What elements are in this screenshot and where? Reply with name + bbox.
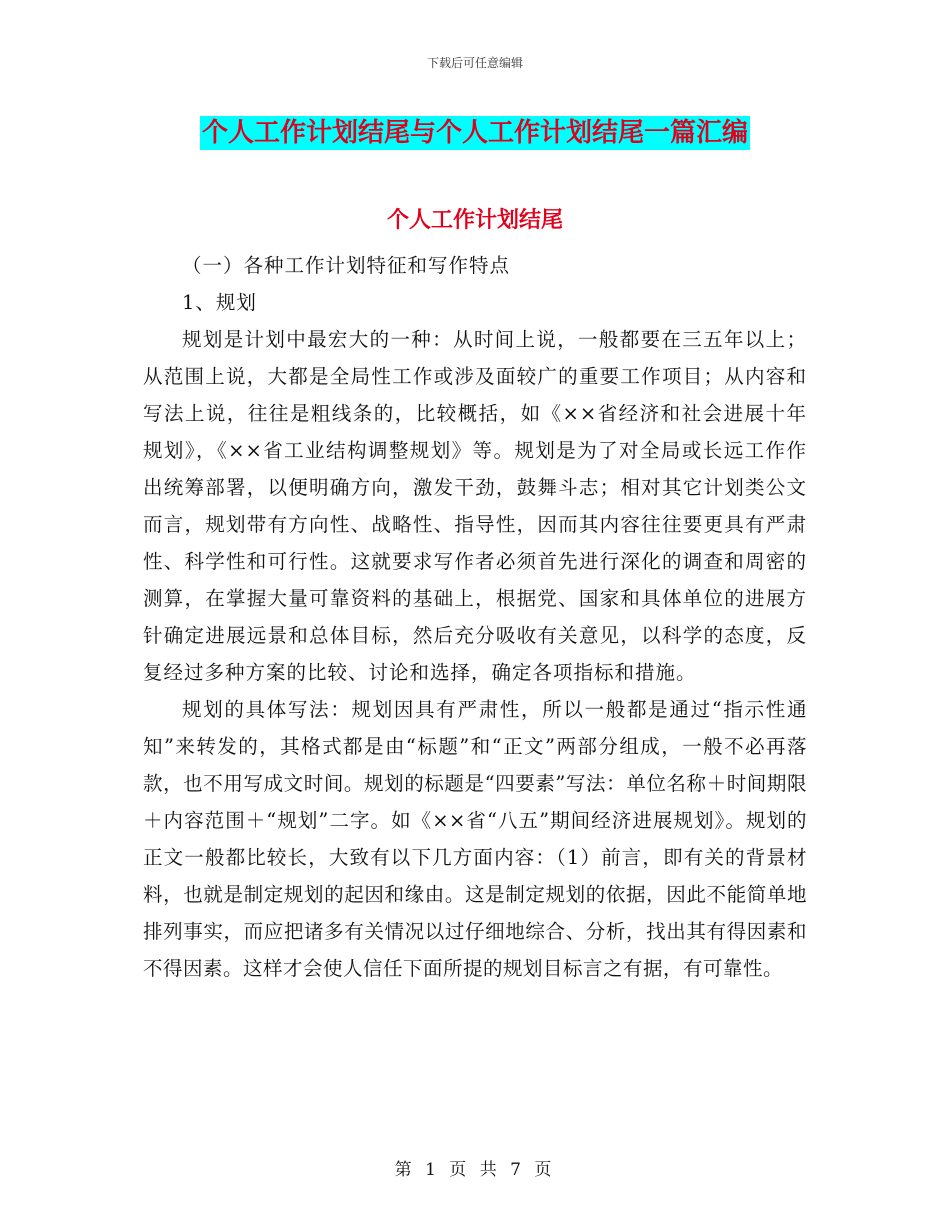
body-text (143, 247, 807, 987)
paragraph-heading-2: 1、规划 (182, 291, 257, 314)
section-title: 个人工作计划结尾 (386, 207, 563, 233)
page-number: 第 1 页 共 7 页 (394, 1160, 556, 1180)
paragraph-planning-writing: 规划的具体写法：规划因具有严肃性，所以一般都是通过“指示性通知”来转发的，其格式都是由“标题”和“正文”两部分组成，一般不必再落款，也不用写成文时间。规划的标题是“四要素”写法：单位名称＋时间期限＋内容范围＋“规划”二字。如《××省“八五”期间经济进展规划》。规划的正文一般都比较长，大致有以下几方面内容：（1）前言，即有关的背景材料，也就是制定规划的起因和缘由。这是制定规划的依据，因此不能简单地排列事实，而应把诸多有关情况以过仔细地综合、分析，找出其有得因素和不得因素。这样才会使人信任下面所提的规划目标言之有据，有可靠性。 (143, 698, 807, 980)
main-title-highlight: 个人工作计划结尾与个人工作计划结尾一篇汇编 (201, 118, 748, 148)
paragraph-heading-1: （一）各种工作计划特征和写作特点 (182, 254, 511, 277)
main-title (0, 112, 950, 149)
header-note: 下载后可任意编辑 (426, 56, 523, 70)
paragraph-planning-overview: 规划是计划中最宏大的一种：从时间上说，一般都要在三五年以上；从范围上说，大都是全局性工作或涉及面较广的重要工作项目；从内容和写法上说，往往是粗线条的，比较概括，如《××省经济和社会进展十年规划》，《××省工业结构调整规划》等。规划是为了对全局或长远工作作出统筹部署，以便明确方向，激发干劲，鼓舞斗志；相对其它计划类公文而言，规划带有方向性、战略性、指导性，因而其内容往往要更具有严肃性、科学性和可行性。这就要求写作者必须首先进行深化的调查和周密的测算，在掌握大量可靠资料的基础上，根据党、国家和具体单位的进展方针确定进展远景和总体目标，然后充分吸收有关意见，以科学的态度，反复经过多种方案的比较、讨论和选择，确定各项指标和措施。 (143, 328, 807, 684)
